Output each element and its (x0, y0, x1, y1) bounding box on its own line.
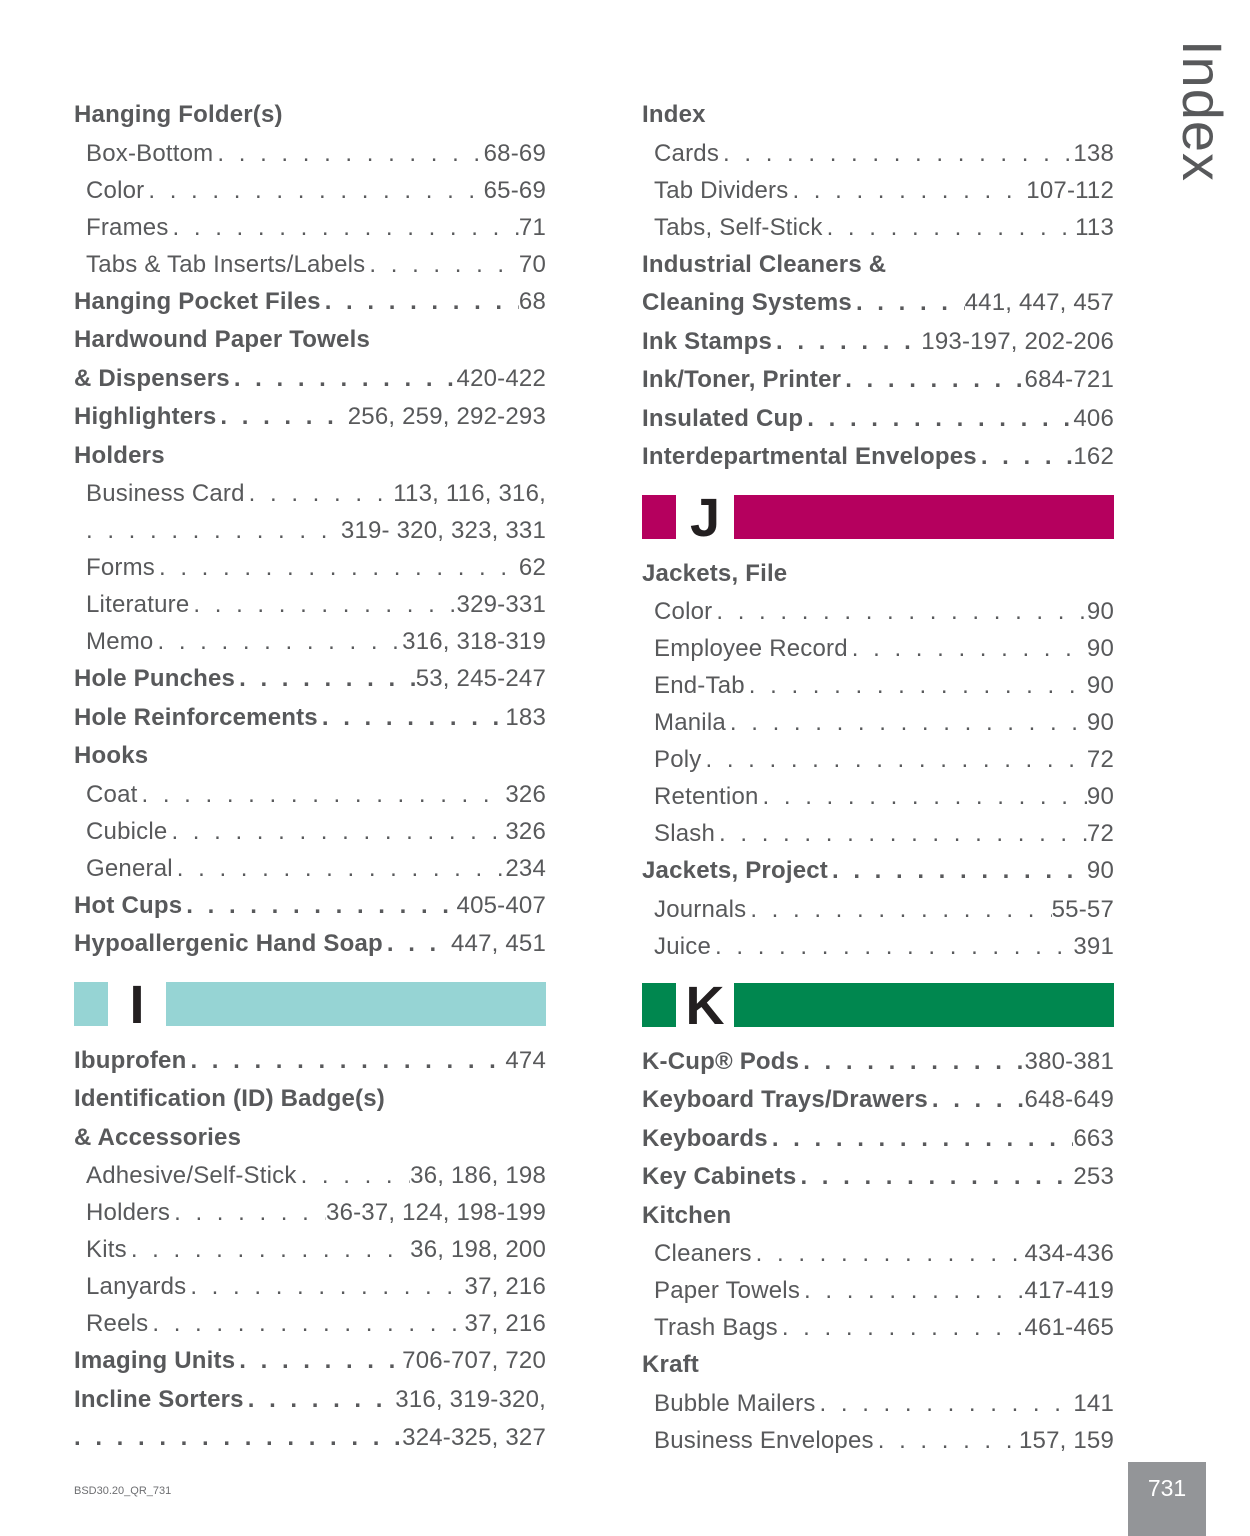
index-entry (74, 1342, 546, 1381)
entry-pages: 461-465 (1024, 1314, 1114, 1341)
entry-pages: 138 (1073, 139, 1114, 167)
dot-leader (148, 1305, 464, 1342)
index-entry (642, 323, 1114, 362)
index-subentry (642, 741, 1114, 778)
entry-label: Memo (86, 628, 154, 655)
entry-pages: 326 (505, 817, 546, 845)
dot-leader (702, 741, 1087, 778)
entry-label: Holders (74, 441, 165, 469)
entry-label: Highlighters (74, 403, 217, 430)
dot-leader (170, 1194, 326, 1231)
entry-label: End-Tab (654, 672, 745, 699)
entry-pages: 71 (518, 213, 546, 241)
entry-pages: 72 (1086, 820, 1114, 847)
entry-pages: 316, 318-319 (402, 628, 546, 655)
dot-leader (186, 1268, 464, 1305)
dot-leader (816, 1385, 1074, 1422)
entry-pages: 319- 320, 323, 331 (340, 517, 546, 544)
entry-pages: 72 (1086, 746, 1114, 773)
entry-pages: 90 (1086, 635, 1114, 662)
entry-label: Business Envelopes (654, 1426, 874, 1454)
entry-label: Kits (86, 1236, 127, 1263)
index-entry (74, 1080, 546, 1119)
dot-leader (127, 1231, 410, 1268)
index-entry (74, 437, 546, 476)
index-entry (74, 660, 546, 699)
section-bar-right (166, 982, 546, 1026)
index-subentry (642, 928, 1114, 965)
index-column-left (74, 96, 546, 1458)
index-subentry (74, 1231, 546, 1268)
entry-pages: 420-422 (456, 364, 546, 392)
page-title: Index (1171, 40, 1234, 182)
index-entry (74, 321, 546, 360)
dot-leader (874, 1422, 1019, 1459)
entry-pages: 141 (1073, 1389, 1114, 1417)
index-entry (642, 1197, 1114, 1236)
dot-leader (138, 776, 506, 813)
entry-pages: 68-69 (483, 139, 546, 167)
index-subentry (642, 135, 1114, 172)
entry-pages: 90 (1086, 857, 1114, 884)
dot-leader (852, 284, 965, 323)
entry-label: Hole Punches (74, 665, 236, 692)
entry-pages: 62 (518, 554, 546, 581)
index-subentry (642, 630, 1114, 667)
dot-leader (383, 925, 451, 964)
entry-label: Jackets, Project (642, 857, 828, 884)
entry-pages: 157, 159 (1018, 1426, 1114, 1454)
index-entry (642, 1081, 1114, 1120)
entry-pages: 706-707, 720 (402, 1347, 546, 1374)
entry-pages: 253 (1073, 1163, 1114, 1190)
dot-leader (182, 887, 456, 926)
entry-label: Business Card (86, 480, 245, 507)
entry-pages: 36, 186, 198 (410, 1162, 546, 1189)
entry-label: Tab Dividers (654, 176, 789, 204)
dot-leader (796, 1158, 1073, 1197)
dot-leader (745, 667, 1087, 704)
index-entry (642, 555, 1114, 594)
entry-label: & Accessories (74, 1123, 242, 1151)
section-bar-left (642, 495, 676, 539)
dot-leader (715, 815, 1087, 852)
entry-label: Hot Cups (74, 891, 183, 919)
index-subentry (74, 586, 546, 623)
entry-label: Tabs, Self-Stick (654, 213, 823, 241)
index-subentry (642, 815, 1114, 852)
entry-label: Ink Stamps (642, 327, 773, 355)
entry-label: Tabs & Tab Inserts/Labels (86, 250, 366, 278)
section-bar-right (734, 983, 1114, 1027)
dot-leader (167, 813, 505, 850)
dot-leader (235, 660, 416, 699)
entry-pages: 663 (1073, 1124, 1114, 1152)
dot-leader (186, 1042, 505, 1081)
index-entry (74, 1042, 546, 1081)
dot-leader (213, 135, 483, 172)
index-subentry (74, 1305, 546, 1342)
entry-pages: 326 (505, 780, 546, 808)
index-subentry (74, 813, 546, 850)
index-entry (642, 1346, 1114, 1385)
entry-label: Manila (654, 709, 726, 736)
section-bar-left (74, 982, 108, 1026)
entry-label: Reels (86, 1310, 149, 1337)
index-subentry (74, 512, 546, 549)
section-letter: J (689, 487, 721, 548)
index-subentry (642, 778, 1114, 815)
entry-label: Slash (654, 820, 716, 847)
dot-leader (153, 623, 402, 660)
index-entry (642, 361, 1114, 400)
dot-leader (752, 1235, 1025, 1272)
entry-pages: 406 (1073, 404, 1114, 432)
entry-pages: 36, 198, 200 (410, 1236, 546, 1263)
entry-pages: 113, 116, 316, (393, 480, 546, 507)
entry-label: Interdepartmental Envelopes (642, 443, 977, 470)
entry-label: & Dispensers (74, 364, 230, 392)
entry-pages: 391 (1073, 932, 1114, 960)
index-subentry (642, 891, 1114, 928)
index-subentry (74, 549, 546, 586)
dot-leader (828, 852, 1087, 891)
section-bar-right (734, 495, 1114, 539)
index-entry (642, 1120, 1114, 1159)
section-letter-bar (74, 974, 546, 1035)
dot-leader (86, 512, 341, 549)
entry-pages: 53, 245-247 (415, 665, 546, 692)
index-subentry (74, 1194, 546, 1231)
entry-pages: 113 (1075, 213, 1114, 241)
section-letter-bar (642, 975, 1114, 1036)
dot-leader (173, 850, 506, 887)
index-entry (74, 398, 546, 437)
index-subentry (642, 1309, 1114, 1346)
entry-pages: 90 (1086, 672, 1114, 699)
dot-leader (719, 135, 1073, 172)
index-subentry (74, 623, 546, 660)
index-entry (74, 887, 546, 926)
dot-leader (712, 593, 1087, 630)
entry-label: Cleaners (654, 1240, 752, 1267)
dot-leader (189, 586, 456, 623)
entry-label: Paper Towels (654, 1277, 801, 1304)
dot-leader (318, 699, 505, 738)
index-entry (642, 96, 1114, 135)
index-subentry (74, 475, 546, 512)
section-letter-bar (642, 487, 1114, 548)
entry-pages: 65-69 (483, 176, 546, 204)
index-subentry (74, 209, 546, 246)
index-entry (74, 737, 546, 776)
dot-leader (799, 1043, 1024, 1082)
dot-leader (800, 1272, 1024, 1309)
dot-leader (169, 209, 519, 246)
entry-pages: 417-419 (1024, 1277, 1114, 1304)
entry-pages: 234 (505, 854, 546, 882)
dot-leader (841, 361, 1024, 400)
entry-pages: 68 (518, 287, 546, 315)
index-entry (642, 1158, 1114, 1197)
dot-leader (778, 1309, 1025, 1346)
entry-label: Adhesive/Self-Stick (86, 1162, 297, 1189)
entry-label: General (86, 854, 173, 882)
index-subentry (642, 1272, 1114, 1309)
index-entry (74, 96, 546, 135)
dot-leader (928, 1081, 1025, 1120)
index-entry (74, 1419, 546, 1458)
index-entry (74, 283, 546, 322)
entry-label: Color (654, 598, 713, 625)
footer-code: BSD30.20_QR_731 (74, 1485, 172, 1497)
dot-leader (230, 360, 457, 399)
section-letter: I (129, 974, 145, 1035)
entry-label: Color (86, 176, 145, 204)
index-subentry (74, 172, 546, 209)
entry-label: Forms (86, 554, 155, 581)
dot-leader (245, 475, 394, 512)
dot-leader (759, 778, 1087, 815)
entry-pages: 434-436 (1024, 1240, 1114, 1267)
entry-label: Incline Sorters (74, 1385, 244, 1413)
entry-pages: 183 (505, 703, 546, 731)
index-entry (74, 699, 546, 738)
index-entry (74, 360, 546, 399)
entry-pages: 324-325, 327 (402, 1424, 546, 1451)
entry-label: Holders (86, 1199, 171, 1226)
entry-pages: 405-407 (456, 891, 546, 919)
page-number: 731 (1128, 1462, 1206, 1536)
entry-label: Cards (654, 139, 720, 167)
entry-label: Coat (86, 780, 138, 808)
index-entry (642, 1043, 1114, 1082)
entry-label: Jackets, File (642, 559, 788, 587)
index-subentry (642, 1422, 1114, 1459)
entry-pages: 90 (1086, 709, 1114, 736)
entry-label: Industrial Cleaners & (642, 250, 887, 278)
dot-leader (144, 172, 483, 209)
entry-pages: 162 (1073, 443, 1114, 470)
dot-leader (244, 1381, 396, 1420)
entry-label: Identification (ID) Badge(s) (74, 1085, 385, 1112)
entry-label: Index (642, 101, 706, 128)
entry-pages: 648-649 (1024, 1086, 1114, 1113)
section-bar-left (642, 983, 676, 1027)
index-entry (74, 1119, 546, 1158)
entry-pages: 37, 216 (464, 1310, 546, 1337)
index-subentry (74, 850, 546, 887)
entry-label: K-Cup® Pods (642, 1047, 800, 1075)
index-column-right (642, 96, 1114, 1459)
dot-leader (321, 283, 519, 322)
entry-label: Insulated Cup (642, 404, 804, 432)
entry-label: Keyboards (642, 1124, 768, 1152)
entry-label: Ibuprofen (74, 1046, 187, 1074)
entry-label: Kitchen (642, 1201, 732, 1229)
index-subentry (74, 776, 546, 813)
entry-pages: 37, 216 (464, 1273, 546, 1300)
entry-label: Hanging Folder(s) (74, 101, 283, 128)
dot-leader (235, 1342, 402, 1381)
dot-leader (297, 1157, 411, 1194)
dot-leader (74, 1419, 402, 1458)
entry-label: Kraft (642, 1351, 700, 1378)
entry-pages: 684-721 (1024, 366, 1114, 393)
entry-pages: 193-197, 202-206 (921, 327, 1114, 355)
index-subentry (642, 209, 1114, 246)
index-entry (74, 1381, 546, 1420)
entry-label: Key Cabinets (642, 1163, 797, 1190)
index-subentry (74, 1157, 546, 1194)
dot-leader (711, 928, 1073, 965)
dot-leader (216, 398, 347, 437)
entry-pages: 441, 447, 457 (964, 289, 1114, 316)
entry-pages: 316, 319-320, (395, 1385, 546, 1413)
entry-label: Keyboard Trays/Drawers (642, 1086, 928, 1113)
index-entry (642, 400, 1114, 439)
entry-label: Hooks (74, 742, 149, 769)
entry-label: Frames (86, 213, 169, 241)
index-entry (642, 438, 1114, 477)
entry-label: Hanging Pocket Files (74, 287, 321, 315)
entry-label: Bubble Mailers (654, 1389, 816, 1417)
entry-label: Trash Bags (654, 1314, 778, 1341)
index-entry (642, 246, 1114, 285)
dot-leader (788, 172, 1026, 209)
entry-label: Box-Bottom (86, 139, 214, 167)
entry-pages: 90 (1086, 783, 1114, 810)
index-entry (642, 284, 1114, 323)
index-subentry (642, 704, 1114, 741)
dot-leader (155, 549, 519, 586)
entry-pages: 256, 259, 292-293 (347, 403, 546, 430)
dot-leader (768, 1120, 1074, 1159)
dot-leader (365, 246, 519, 283)
entry-label: Ink/Toner, Printer (642, 366, 842, 393)
index-subentry (642, 1235, 1114, 1272)
entry-pages: 474 (505, 1046, 546, 1074)
entry-pages: 55-57 (1051, 895, 1114, 923)
index-subentry (642, 593, 1114, 630)
index-subentry (642, 172, 1114, 209)
index-subentry (642, 1385, 1114, 1422)
entry-pages: 90 (1086, 598, 1114, 625)
entry-label: Cubicle (86, 817, 168, 845)
entry-label: Cleaning Systems (642, 289, 852, 316)
dot-leader (977, 438, 1074, 477)
entry-pages: 447, 451 (450, 930, 546, 957)
entry-pages: 380-381 (1024, 1047, 1114, 1075)
section-letter: K (685, 975, 725, 1036)
entry-pages: 36-37, 124, 198-199 (326, 1199, 546, 1226)
dot-leader (772, 323, 921, 362)
dot-leader (803, 400, 1073, 439)
entry-label: Literature (86, 591, 190, 618)
index-subentry (74, 1268, 546, 1305)
entry-label: Lanyards (86, 1273, 187, 1300)
entry-pages: 70 (518, 250, 546, 278)
entry-pages: 107-112 (1026, 176, 1114, 204)
entry-label: Juice (654, 932, 712, 960)
entry-label: Retention (654, 783, 759, 810)
index-subentry (74, 135, 546, 172)
dot-leader (848, 630, 1087, 667)
entry-pages: 329-331 (456, 591, 546, 618)
entry-label: Imaging Units (74, 1347, 236, 1374)
index-subentry (642, 667, 1114, 704)
dot-leader (726, 704, 1087, 741)
index-entry (74, 925, 546, 964)
index-subentry (74, 246, 546, 283)
entry-label: Hypoallergenic Hand Soap (74, 930, 383, 957)
dot-leader (746, 891, 1051, 928)
entry-label: Journals (654, 895, 747, 923)
entry-label: Employee Record (654, 635, 848, 662)
dot-leader (823, 209, 1076, 246)
entry-label: Hardwound Paper Towels (74, 326, 370, 353)
entry-label: Hole Reinforcements (74, 703, 318, 731)
entry-label: Poly (654, 746, 702, 773)
index-entry (642, 852, 1114, 891)
